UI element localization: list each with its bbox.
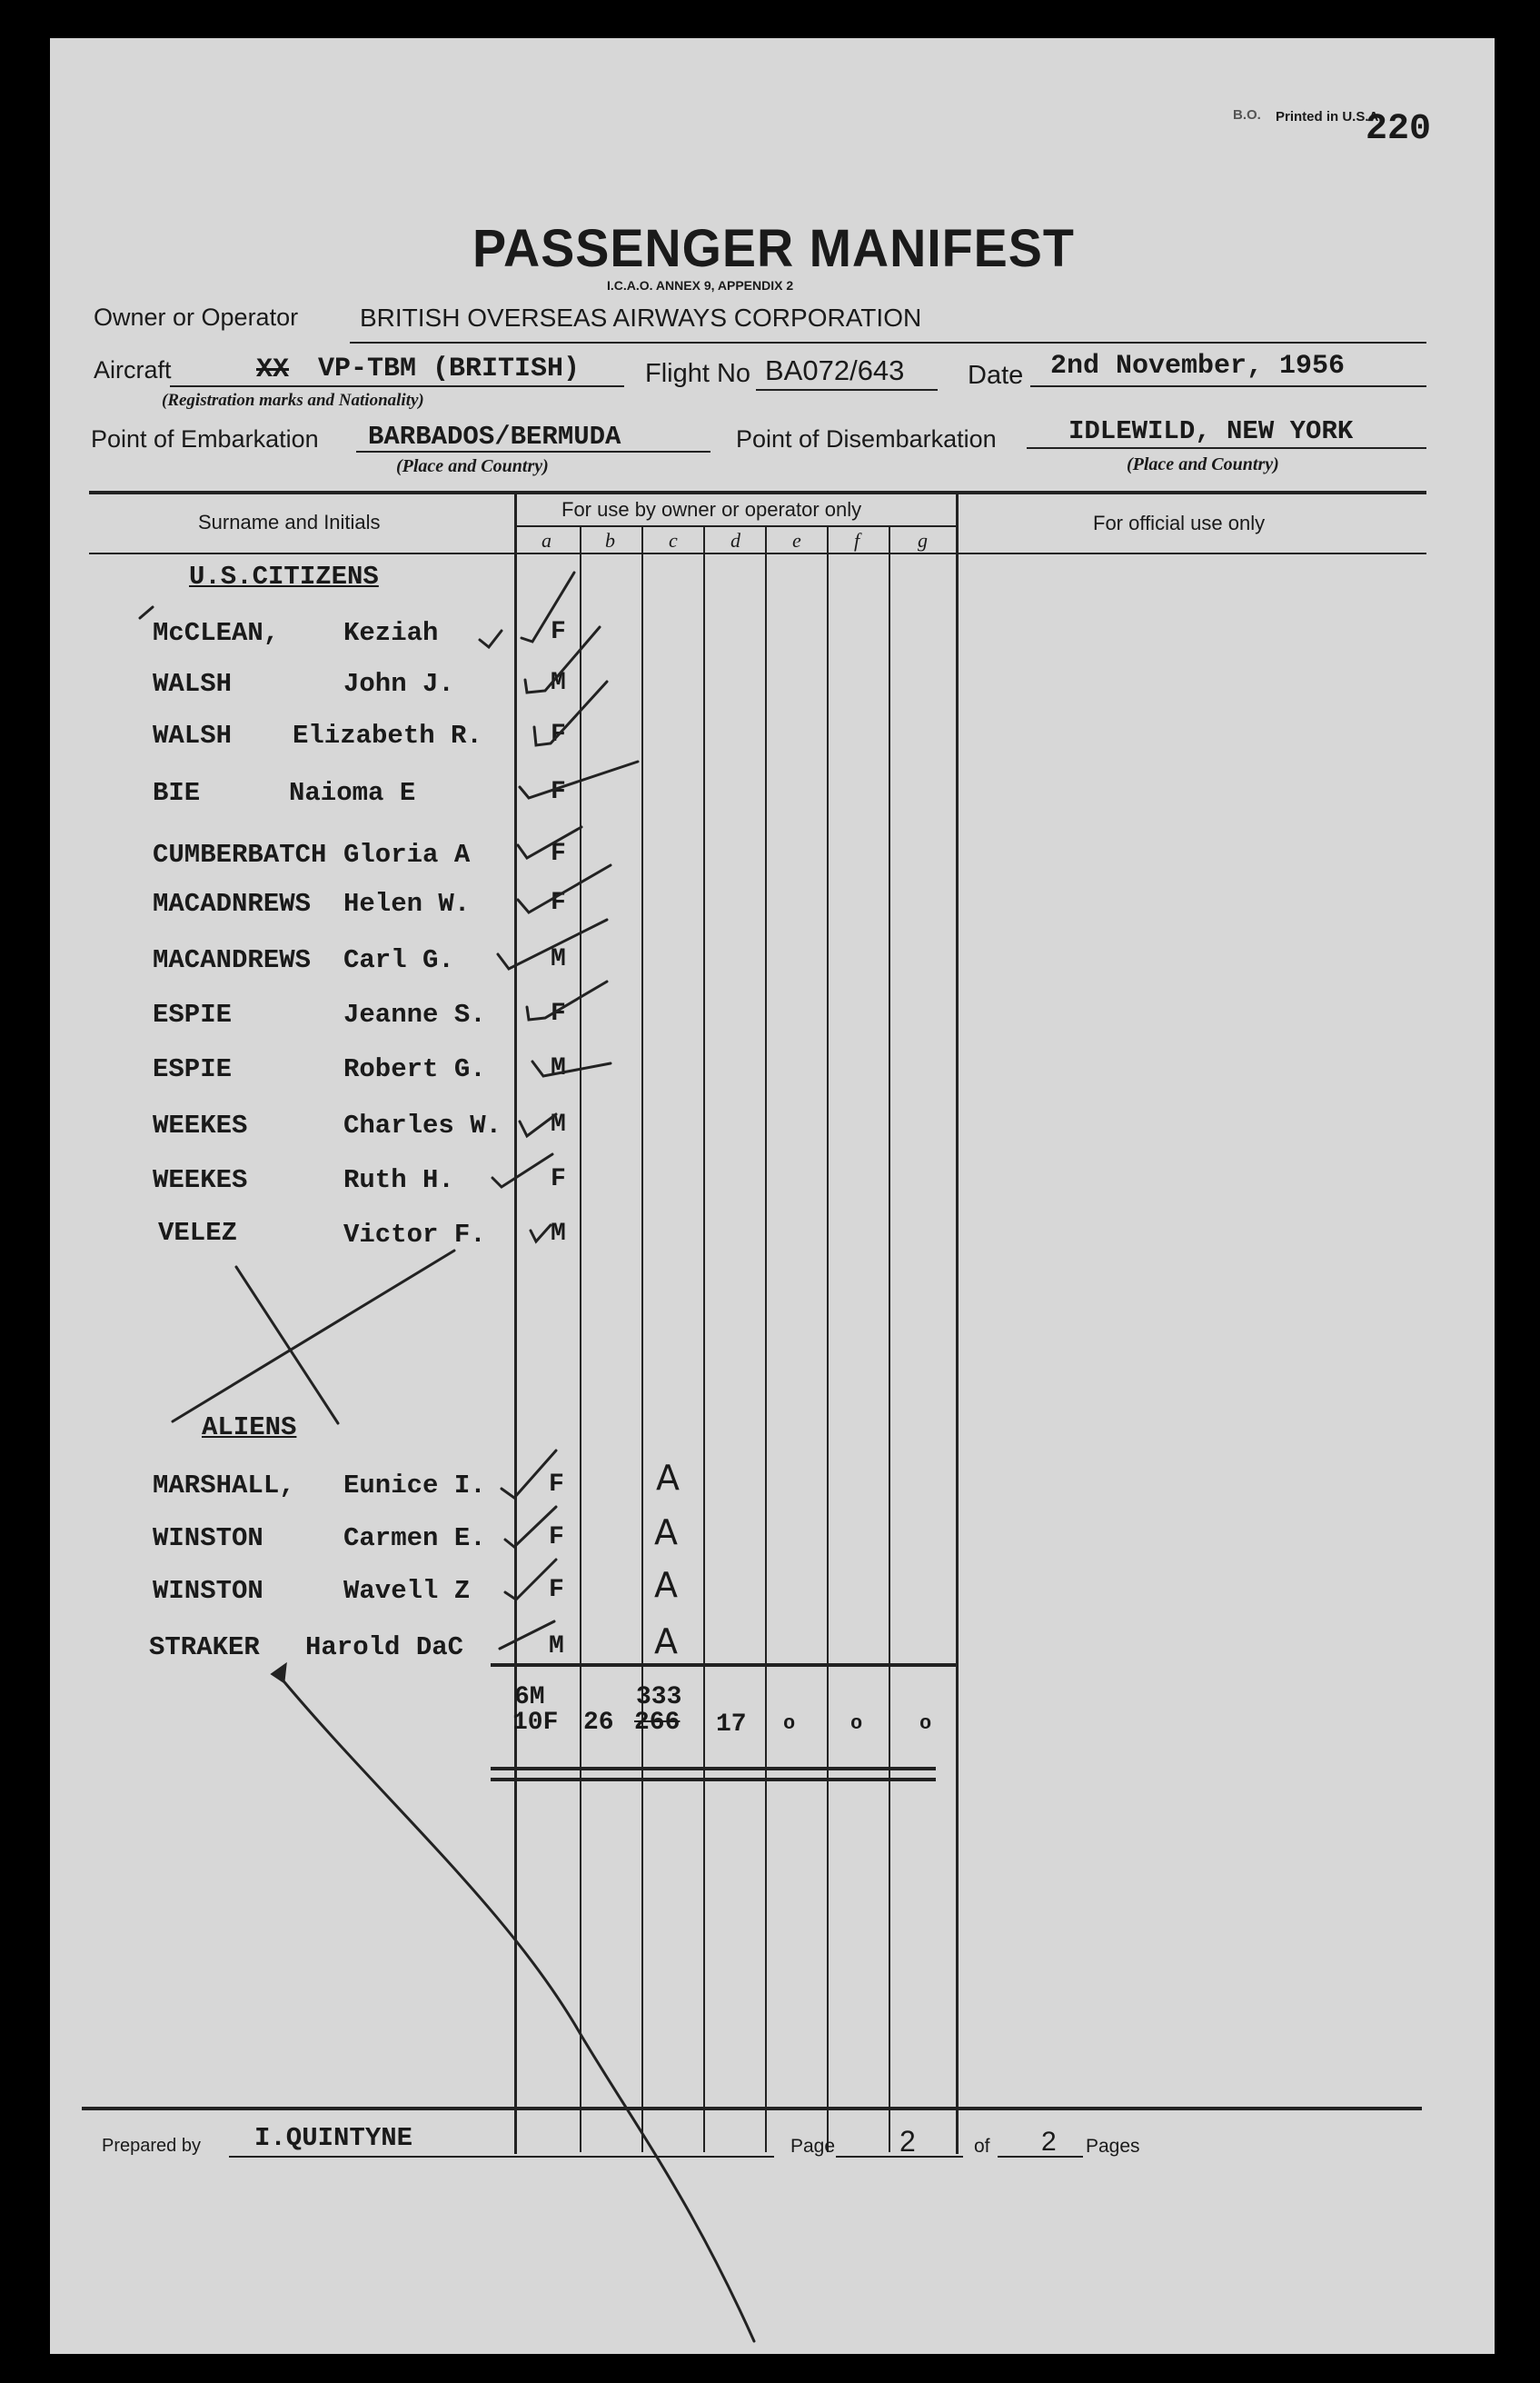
alien-1-given: Eunice I. xyxy=(343,1471,486,1501)
check-mark xyxy=(505,1507,556,1547)
passenger-4-sex: F xyxy=(551,778,566,806)
page-subtitle: I.C.A.O. ANNEX 9, APPENDIX 2 xyxy=(607,278,794,293)
passenger-6-sex: F xyxy=(551,889,566,917)
check-mark xyxy=(520,762,638,798)
subcol-g: g xyxy=(918,529,928,552)
alien-4-surname: STRAKER xyxy=(149,1632,260,1662)
alien-1-sex: F xyxy=(549,1471,564,1499)
total-g: o xyxy=(919,1712,932,1735)
passenger-9-sex: M xyxy=(551,1054,566,1082)
passenger-6-surname: MACADNREWS xyxy=(153,889,312,919)
passenger-4-given: Naioma E xyxy=(289,778,416,808)
passenger-11-sex: F xyxy=(551,1165,566,1193)
check-mark xyxy=(502,1451,556,1498)
passenger-4-surname: BIE xyxy=(153,778,201,808)
subcol-a: a xyxy=(541,529,551,552)
passenger-1-given: Keziah xyxy=(343,618,439,648)
strike-arrow xyxy=(276,1672,754,2341)
total-a-top: 6M xyxy=(514,1683,545,1711)
official-col-header: For official use only xyxy=(1093,512,1266,534)
subcol-c: c xyxy=(669,529,678,552)
of-value: 2 xyxy=(1041,2127,1057,2157)
passenger-12-surname: VELEZ xyxy=(158,1218,238,1248)
flight-label: Flight No xyxy=(645,359,751,388)
of-label: of xyxy=(974,2136,990,2157)
check-mark xyxy=(518,865,611,912)
alien-1-col-c: A xyxy=(656,1458,680,1498)
alien-2-given: Carmen E. xyxy=(343,1523,486,1553)
alien-2-surname: WINSTON xyxy=(153,1523,263,1553)
alien-3-given: Wavell Z xyxy=(343,1576,471,1606)
passenger-7-sex: M xyxy=(551,945,566,973)
passenger-5-given: Gloria A xyxy=(343,840,471,870)
alien-4-given: Harold DaC xyxy=(305,1632,464,1662)
passenger-1-sex: F xyxy=(551,618,566,646)
embarkation-value: BARBADOS/BERMUDA xyxy=(368,422,621,452)
passenger-12-sex: M xyxy=(551,1220,566,1248)
alien-2-sex: F xyxy=(549,1523,564,1551)
alien-3-col-c: A xyxy=(654,1565,678,1605)
operator-col-header: For use by owner or operator only xyxy=(561,498,862,521)
alien-4-col-c: A xyxy=(654,1621,678,1661)
alien-3-sex: F xyxy=(549,1576,564,1604)
date-value: 2nd November, 1956 xyxy=(1050,351,1346,382)
check-mark xyxy=(527,982,607,1020)
passenger-2-sex: M xyxy=(551,669,566,697)
disembarkation-caption: (Place and Country) xyxy=(1127,454,1279,474)
page-value: 2 xyxy=(899,2125,916,2158)
subcol-d: d xyxy=(730,529,740,552)
passenger-2-surname: WALSH xyxy=(153,669,233,699)
passenger-11-surname: WEEKES xyxy=(153,1165,248,1195)
passenger-5-sex: F xyxy=(551,840,566,868)
check-mark xyxy=(520,1114,556,1136)
passenger-2-given: John J. xyxy=(343,669,454,699)
check-mark xyxy=(505,1560,556,1600)
check-mark xyxy=(532,1062,611,1076)
passenger-7-given: Carl G. xyxy=(343,945,454,975)
page-label: Page xyxy=(790,2136,836,2157)
alien-4-sex: M xyxy=(549,1632,564,1660)
aircraft-value: VP-TBM (BRITISH) xyxy=(318,354,581,384)
total-c: 266 xyxy=(634,1709,681,1737)
subcol-e: e xyxy=(792,529,801,552)
total-f: o xyxy=(850,1712,863,1735)
total-c-top: 333 xyxy=(636,1683,682,1711)
prepared-by-label: Prepared by xyxy=(102,2136,201,2156)
aircraft-struck: XX xyxy=(256,354,290,385)
alien-3-surname: WINSTON xyxy=(153,1576,263,1606)
subcol-b: b xyxy=(605,529,615,552)
total-b: 26 xyxy=(583,1709,614,1737)
registration-caption: (Registration marks and Nationality) xyxy=(162,391,424,410)
alien-2-col-c: A xyxy=(654,1512,678,1552)
disembarkation-label: Point of Disembarkation xyxy=(736,425,997,453)
subcol-f: f xyxy=(854,529,860,552)
date-label: Date xyxy=(968,361,1024,390)
tick-mark xyxy=(140,607,153,618)
passenger-6-given: Helen W. xyxy=(343,889,471,919)
passenger-12-given: Victor F. xyxy=(343,1220,486,1250)
embarkation-caption: (Place and Country) xyxy=(396,456,549,476)
check-mark xyxy=(531,1225,551,1241)
total-d: 17 xyxy=(716,1710,747,1739)
passenger-3-surname: WALSH xyxy=(153,721,233,751)
passenger-8-surname: ESPIE xyxy=(153,1000,233,1030)
embarkation-label: Point of Embarkation xyxy=(91,425,319,453)
section-us-citizens: U.S.CITIZENS xyxy=(189,562,379,592)
passenger-1-surname: McCLEAN, xyxy=(153,618,280,648)
section-aliens: ALIENS xyxy=(202,1412,297,1442)
passenger-5-surname: CUMBERBATCH xyxy=(153,840,327,870)
check-mark xyxy=(518,827,581,858)
passenger-7-surname: MACANDREWS xyxy=(153,945,312,975)
total-e: o xyxy=(783,1712,796,1735)
flight-number: BA072/643 xyxy=(765,354,905,386)
passenger-11-given: Ruth H. xyxy=(343,1165,454,1195)
check-mark xyxy=(500,1621,554,1649)
page-title: PASSENGER MANIFEST xyxy=(472,219,1075,278)
aircraft-label: Aircraft xyxy=(94,356,172,384)
disembarkation-value: IDLEWILD, NEW YORK xyxy=(1068,416,1354,446)
check-mark xyxy=(498,920,607,969)
arrow-head xyxy=(273,1665,285,1681)
check-mark xyxy=(480,631,502,647)
passenger-10-given: Charles W. xyxy=(343,1111,502,1141)
check-mark xyxy=(492,1154,552,1187)
passenger-9-given: Robert G. xyxy=(343,1054,486,1084)
alien-1-surname: MARSHALL, xyxy=(153,1471,295,1501)
passenger-10-sex: M xyxy=(551,1111,566,1139)
owner-value: BRITISH OVERSEAS AIRWAYS CORPORATION xyxy=(360,304,922,332)
prepared-by-value: I.QUINTYNE xyxy=(254,2123,413,2153)
cross-out-stroke xyxy=(173,1251,454,1421)
passenger-3-given: Elizabeth R. xyxy=(293,721,482,751)
printed-in-label: Printed in U.S.A. xyxy=(1276,109,1383,125)
passenger-10-surname: WEEKES xyxy=(153,1111,248,1141)
passenger-3-sex: F xyxy=(551,721,566,749)
passenger-8-given: Jeanne S. xyxy=(343,1000,486,1030)
pages-label: Pages xyxy=(1086,2136,1140,2157)
total-a: 10F xyxy=(512,1709,559,1737)
page-number: 220 xyxy=(1366,109,1432,150)
cross-out-stroke xyxy=(236,1267,338,1423)
passenger-8-sex: F xyxy=(551,1000,566,1028)
surname-col-header: Surname and Initials xyxy=(198,511,381,533)
owner-label: Owner or Operator xyxy=(94,304,299,331)
check-mark xyxy=(522,573,574,642)
passenger-9-surname: ESPIE xyxy=(153,1054,233,1084)
form-ref: B.O. xyxy=(1233,107,1261,123)
